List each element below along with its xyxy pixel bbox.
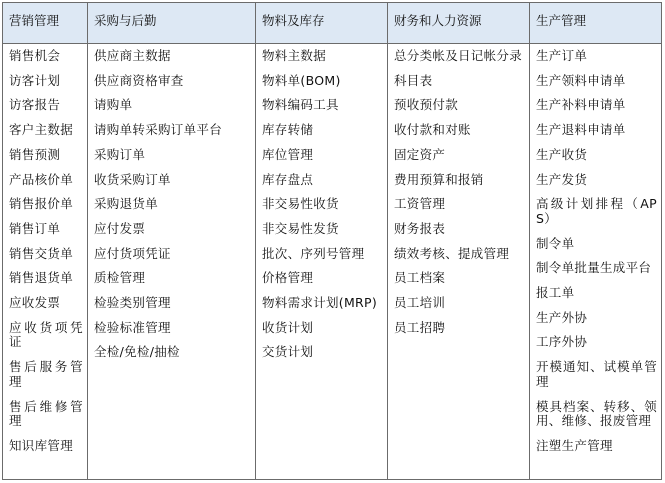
list-item: 销售订单 bbox=[9, 220, 61, 236]
column-sales-management bbox=[3, 44, 88, 479]
list-item: 注塑生产管理 bbox=[536, 437, 613, 453]
list-item: 应收发票 bbox=[9, 295, 61, 311]
list-item: 质检管理 bbox=[94, 270, 146, 286]
list-item: 价格管理 bbox=[262, 270, 314, 286]
list-item: 采购订单 bbox=[94, 146, 146, 162]
list-item: 预收预付款 bbox=[394, 97, 459, 113]
list-item: 员工招聘 bbox=[394, 319, 446, 335]
list-item: 开模通知、试模单管理 bbox=[536, 359, 657, 389]
list-item: 生产收货 bbox=[536, 146, 588, 162]
list-item: 绩效考核、提成管理 bbox=[394, 245, 510, 261]
list-item: 售后服务管理 bbox=[9, 359, 83, 389]
header-procurement-logistics: 采购与后勤 bbox=[88, 3, 256, 43]
list-item: 访客计划 bbox=[9, 72, 61, 88]
list-item: 报工单 bbox=[536, 285, 575, 301]
list-item: 访客报告 bbox=[9, 97, 61, 113]
list-item: 工序外协 bbox=[536, 334, 588, 350]
list-item: 员工档案 bbox=[394, 270, 446, 286]
list-item: 生产领料申请单 bbox=[536, 72, 626, 88]
list-item: 生产订单 bbox=[536, 48, 588, 63]
list-item: 物料需求计划(MRP) bbox=[262, 295, 378, 311]
list-item: 供应商资格审查 bbox=[94, 72, 184, 88]
column-procurement-logistics bbox=[88, 44, 256, 479]
list-item: 交货计划 bbox=[262, 344, 314, 360]
list-item: 生产退料申请单 bbox=[536, 122, 626, 138]
list-item: 收货计划 bbox=[262, 319, 314, 335]
list-item: 库存盘点 bbox=[262, 171, 314, 187]
list-item: 制令单批量生成平台 bbox=[536, 260, 652, 276]
list-item: 请购单转采购订单平台 bbox=[94, 122, 223, 138]
list-item: 销售机会 bbox=[9, 48, 61, 63]
list-item: 收付款和对账 bbox=[394, 122, 471, 138]
list-item: 应收货项凭证 bbox=[9, 319, 83, 350]
list-item: 销售报价单 bbox=[9, 196, 74, 212]
list-item: 供应商主数据 bbox=[94, 48, 171, 63]
list-item: 工资管理 bbox=[394, 196, 446, 212]
list-item: 销售退货单 bbox=[9, 270, 74, 286]
column-materials-inventory bbox=[256, 44, 388, 479]
list-item: 检验类别管理 bbox=[94, 295, 171, 311]
list-item: 模具档案、转移、领用、维修、报废管理 bbox=[536, 398, 657, 429]
table-body-row bbox=[3, 44, 661, 479]
list-item: 客户主数据 bbox=[9, 122, 74, 138]
list-item: 财务报表 bbox=[394, 220, 446, 236]
header-materials-inventory: 物料及库存 bbox=[256, 3, 388, 43]
list-item: 库存转储 bbox=[262, 122, 314, 138]
list-item: 全检/免检/抽检 bbox=[94, 344, 180, 360]
list-item: 物料编码工具 bbox=[262, 97, 339, 113]
list-item: 销售交货单 bbox=[9, 245, 74, 261]
module-table bbox=[2, 2, 662, 480]
header-sales-management: 营销管理 bbox=[3, 3, 88, 43]
list-item: 生产补料申请单 bbox=[536, 97, 626, 113]
list-item: 销售预测 bbox=[9, 146, 61, 162]
list-item: 知识库管理 bbox=[9, 437, 74, 453]
column-production-management bbox=[530, 44, 661, 479]
list-item: 收货采购订单 bbox=[94, 171, 171, 187]
list-item: 员工培训 bbox=[394, 295, 446, 311]
list-item: 生产发货 bbox=[536, 171, 588, 187]
list-item: 应付发票 bbox=[94, 220, 146, 236]
list-item: 批次、序列号管理 bbox=[262, 245, 365, 261]
list-item: 应付货项凭证 bbox=[94, 245, 171, 261]
table-header-row bbox=[3, 3, 661, 44]
column-finance-hr bbox=[388, 44, 530, 479]
list-item: 高级计划排程（APS） bbox=[536, 196, 657, 226]
header-production-management: 生产管理 bbox=[536, 13, 587, 28]
list-item: 物料单(BOM) bbox=[262, 72, 341, 88]
list-item: 物料主数据 bbox=[262, 48, 327, 63]
list-item: 科目表 bbox=[394, 72, 433, 88]
list-item: 费用预算和报销 bbox=[394, 171, 484, 187]
list-item: 固定资产 bbox=[394, 146, 446, 162]
list-item: 产品核价单 bbox=[9, 171, 74, 187]
list-item: 库位管理 bbox=[262, 146, 314, 162]
list-item: 售后维修管理 bbox=[9, 398, 83, 429]
list-item: 采购退货单 bbox=[94, 196, 159, 212]
header-finance-hr: 财务和人力资源 bbox=[388, 3, 530, 43]
list-item: 检验标准管理 bbox=[94, 319, 171, 335]
list-item: 生产外协 bbox=[536, 309, 588, 325]
list-item: 制令单 bbox=[536, 235, 575, 251]
list-item: 请购单 bbox=[94, 97, 133, 113]
list-item: 总分类帐及日记帐分录 bbox=[394, 48, 523, 63]
list-item: 非交易性发货 bbox=[262, 220, 339, 236]
list-item: 非交易性收货 bbox=[262, 196, 339, 212]
